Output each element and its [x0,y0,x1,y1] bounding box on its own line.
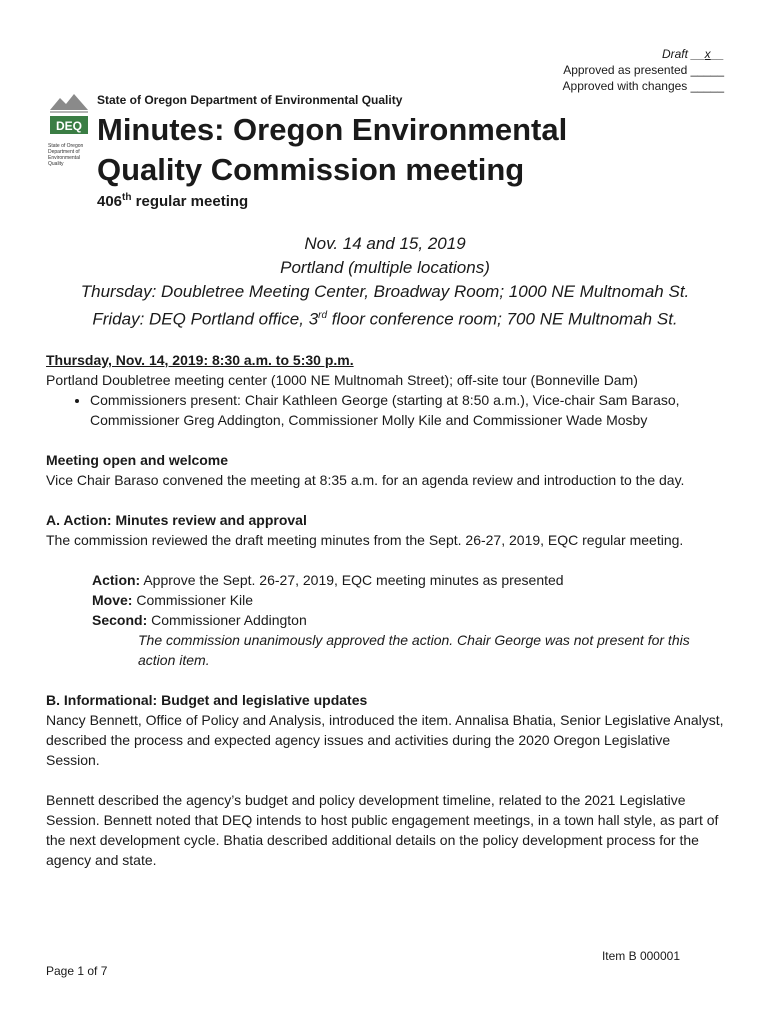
second-line [46,610,726,630]
approved-changes-label: Approved with changes [562,79,688,93]
logo-text: DEQ [55,119,83,133]
open-text: Vice Chair Baraso convened the meeting at 8:35 a.m. for an agenda review and introduction to the day. [46,472,685,488]
section-b-text-2: Bennett described the agency’s budget and policy development timeline, related to the 2021 Legislative Session. Bennett noted that DEQ intends to host public engagement meetings, in a town hall style, as part of the next development cycle. Bhatia described additional details on the policy development process for the agency and state. [46,792,719,868]
second-text: Commissioner Addington [147,612,307,628]
section-b-heading: B. Informational: Budget and legislative updates [46,692,368,708]
item-number: Item B 000001 [601,949,680,963]
approved-presented-label: Approved as presented [563,63,688,77]
friday-location [0,304,770,332]
meeting-date: Nov. 14 and 15, 2019 [304,234,466,253]
commissioners-present: • Commissioners present: Chair Kathleen George (starting at 8:50 a.m.), Vice-chair Sam Baraso, Commissioner Greg Addington, Commissioner Molly Kile and Commissioner Wade Mosby [90,390,726,430]
meeting-number-text: regular meeting [131,193,249,210]
deq-logo [48,90,90,167]
action-label: Action: [92,572,141,588]
agency-name: State of Oregon Department of Environmental Quality [97,93,403,107]
action-text: Approve the Sept. 26-27, 2019, EQC meeting minutes as presented [140,572,564,588]
meeting-number [97,192,248,210]
open-heading: Meeting open and welcome [46,452,229,468]
page-title: Minutes: Oregon Environmental Quality Commission meeting [97,112,568,187]
section-a-heading: A. Action: Minutes review and approval [46,512,307,528]
draft-mark: x [704,47,711,61]
move-label: Move: [92,592,133,608]
friday-location-sup: rd [318,310,328,321]
page-number: Page 1 of 7 [46,964,108,978]
thursday-location: Thursday: Doubletree Meeting Center, Broadway Room; 1000 NE Multnomah St. [80,282,690,301]
minutes-body [46,350,726,870]
section-b-text-1: Nancy Bennett, Office of Policy and Analysis, introduced the item. Annalisa Bhatia, Senior Legislative Analyst, described the process and expected agency issues and activities during the 2020 Oregon Legislative Session. [46,712,724,768]
draft-line: Draft __x__ [661,47,724,61]
friday-location-b: floor conference room; 700 NE Multnomah St. [327,309,678,329]
approved-changes-line: Approved with changes _____ [562,79,724,93]
meeting-location: Portland (multiple locations) [280,258,490,277]
meeting-details [0,232,770,332]
action-line [46,570,726,590]
friday-location-a: Friday: DEQ Portland office, 3 [92,309,319,329]
approved-presented-line: Approved as presented _____ [563,63,724,77]
meeting-number-suffix: th [122,192,132,203]
move-line [46,590,726,610]
approval-status [563,46,724,94]
logo-small-text: State of Oregon Department of Environmental Quality [48,143,84,167]
thursday-heading: Thursday, Nov. 14, 2019: 8:30 a.m. to 5:30 p.m. [46,352,354,368]
thursday-venue: Portland Doubletree meeting center (1000 NE Multnomah Street); off-site tour (Bonneville Dam) [46,372,638,388]
action-result: The commission unanimously approved the action. Chair George was not present for this action item. [138,632,690,668]
section-a-text: The commission reviewed the draft meeting minutes from the Sept. 26-27, 2019, EQC regular meeting. [46,532,684,548]
draft-label: Draft [661,47,688,61]
meeting-number-value: 406 [97,193,123,210]
commissioners-list [46,390,726,430]
deq-logo-icon [48,90,90,136]
move-text: Commissioner Kile [132,592,254,608]
second-label: Second: [92,612,148,628]
